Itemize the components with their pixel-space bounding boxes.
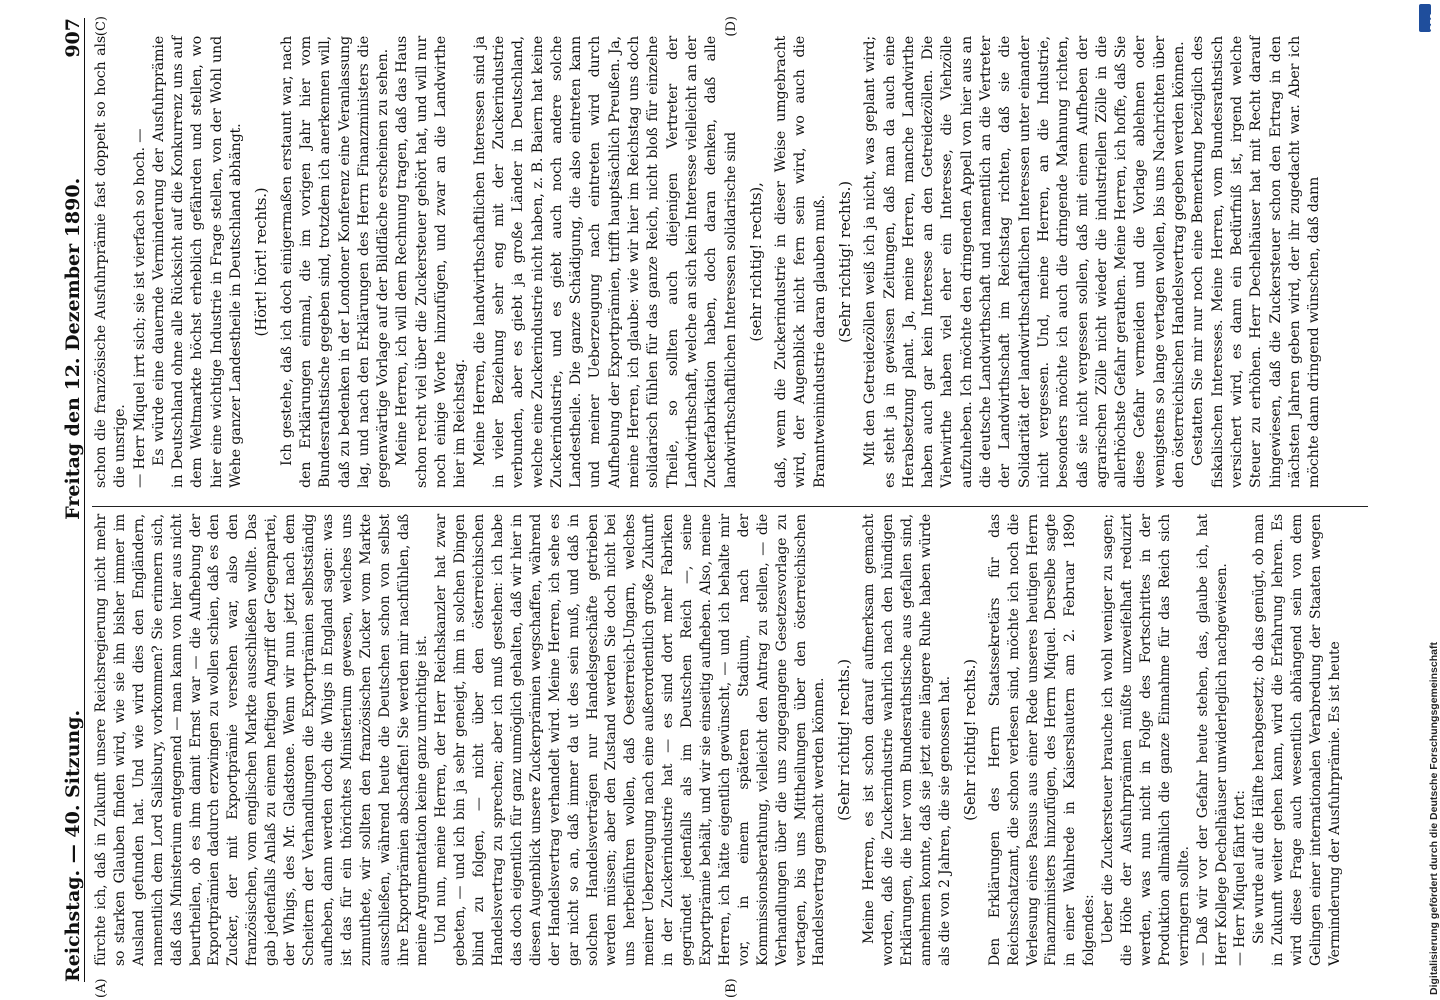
- paragraph: — Daß wir vor der Gefahr heute stehen, das, glaube ich, hat Herr Kollege Dechelhäuser unwiderleglich nachgewiesen.: [1194, 514, 1230, 966]
- dfg-logo: [1419, 4, 1438, 32]
- applause-note: (Sehr richtig! rechts.): [835, 181, 854, 343]
- applause-note: (sehr richtig! rechts),: [746, 182, 765, 342]
- applause-note: (Sehr richtig! rechts.): [835, 659, 854, 821]
- paragraph: Und nun, meine Herren, der Herr Reichskanzler hat zwar gebeten, — und ich bin ja sehr geneigt, ihm in solchen Dingen blind zu folgen, — nicht über den österreichischen Handelsvertrag zu sprechen; aber ich muß gestehen: ich habe das doch eigentlich für ganz unmöglich gehalten, daß wir hier in diesen Augenblick unsere Zuckerprämien wegschaffen, während der Handelsvertrag verhandelt wird. Meine Herren, ich sehe es gar nicht so an, daß immer da ut des sein muß, und daß in solchen Handelsverträgen nur Handelsgeschäfte getrieben werden müssen; aber den Zustand werden Sie doch nicht bei uns herbeiführen wollen, daß Oesterreich-Ungarn, welches meiner Ueberzeugung nach eine außerordentlich große Zukunft in der Zuckerindustrie hat — es sind dort mehr Fabriken gegründet jedenfalls als im Deutschen Reich —, seine Exportprämie behält, und wir sie einseitig aufheben. Also, meine Herren, ich hätte eigentlich gewünscht, — und ich behalte mir vor, in einem späteren Stadium, nach der Kommissionsberathung, vielleicht den Antrag zu stellen, — die Verhandlungen über die uns zugegangene Gesetzesvorlage zu vertagen, bis uns Mittheilungen über den österreichischen Handelsvertrag gemacht werden können.: [433, 514, 828, 966]
- paragraph: Es würde eine dauernde Verminderung der Ausfuhrprämie in Deutschland ohne alle Rücksicht auf die Konkurrenz uns auf dem Weltmarkte höchst erheblich gefährden und stellen, wo hier eine wichtige Industrie in Frage stellen, von der Wohl und Wehe ganzer Landestheile in Deutschland abhängt.: [150, 36, 245, 488]
- paragraph: Meine Herren, ich will dem Rechnung tragen, daß das Haus schon recht viel über die Zuckersteuer gehört hat, und will nur noch einige Worte hinzufügen, und zwar an die Landwirthe hier im Reichstag.: [394, 36, 469, 488]
- paragraph: — Herr Miquel fährt fort:: [1232, 790, 1249, 966]
- paragraph: Mit den Getreidezöllen weiß ich ja nicht, was geplant wird; es steht ja in gewissen Zeitungen, daß man da auch eine Herabsetzung plant. Ja, meine Herren, manche Landwirthe haben auch gar kein Interesse an den Getreidezöllen. Die Viehwirthe haben viel eher ein Interesse, die Viehzölle aufzuheben. Ich möchte den dringenden Appell von hier aus an die deutsche Landwirthschaft und namentlich an die Vertreter der Landwirthschaft im Reichstag richten, daß sie die Solidarität der landwirthschaftlichen Interessen unter einander nicht vergessen. Und, meine Herren, an die Industrie, besonders möchte ich auch die dringende Mahnung richten, daß sie nicht vergessen sollen, daß mit einem Aufheben der agrarischen Zölle nicht wieder die industriellen Zölle in die allerhöchste Gefahr gerathen. Meine Herren, ich hoffe, daß Sie diese Gefahr vermeiden und die Vorlage ablehnen oder wenigstens so lange vertagen wollen, bis uns Nachrichten über den österreichischen Handelsvertrag gegeben werden können.: [862, 36, 1188, 488]
- paragraph: fürchte ich, daß in Zukunft unsere Reichsregierung nicht mehr so starken Glauben finden wird, wie sie ihn bisher immer im Ausland gefunden hat. Und wie wird dies den Engländern, namentlich dem Lord Salisbury, vorkommen? Sie erinnern sich, daß das Ministerium entgegnend — man kann von hier aus nicht beurtheilen, ob es ihm damit Ernst war — die Aufhebung der Exportprämien dadurch erzwingen zu wollen schien, daß es den Zucker, der mit Exportprämie versehen war, also den französischen, vom englischen Markte ausschließen wollte. Das gab jedenfalls Anlaß zu einem heftigen Angriff der Gegenpartei, der Whigs, des Mr. Gladstone. Wenn wir nun jetzt nach dem Scheitern der Verhandlungen die Exportprämien selbstständig aufheben, dann werden doch die Whigs in England sagen: was ist das für ein thörichtes Ministerium gewesen, welches uns zumuthete, wir sollten den französischen Zucker vom Markte ausschließen, während heute die Deutschen schon von selbst ihre Exportprämien abschaffen! Sie werden mir nachfühlen, daß meine Argumentation keine ganz unrichtige ist.: [93, 514, 431, 966]
- margin-marker-b: (B): [724, 978, 739, 998]
- page-number: 907: [62, 18, 84, 58]
- paragraph: schon die französische Ausfuhrprämie fast doppelt so hoch als die unsrige.: [93, 36, 129, 488]
- margin-marker-c: (C): [94, 16, 109, 37]
- applause-note: (Hört! hört! rechts.): [252, 187, 271, 337]
- text-column-right: [92, 36, 1368, 488]
- paragraph: Meine Herren, es ist schon darauf aufmerksam gemacht worden, daß die Zuckerindustrie wahrlich nach den bündigen Erklärungen, die hier vom Bundesrathstische aus gefallen sind, annehmen konnte, daß sie jetzt eine längere Ruhe haben würde als die von 2 Jahren, die sie genossen hat.: [861, 514, 953, 966]
- paragraph: — Herr Miquel irrt sich; sie ist vierfach so hoch. —: [131, 128, 148, 488]
- paragraph: Ueber die Zuckersteuer brauche ich wohl weniger zu sagen; die Höhe der Ausfuhrprämien müßte unzweifelhaft reduzirt werden, was nun nicht in Folge des Fortschrittes in der Produktion allmählich die ganze Einnahme für das Reich sich verringern sollte.: [1100, 514, 1192, 966]
- applause-note: (Sehr richtig! rechts.): [960, 659, 979, 821]
- paragraph: Ich gestehe, daß ich doch einigermaßen erstaunt war, nach den Erklärungen einmal, die im vorigen Jahr hier vom Bundesrathstische gegeben sind, trotzdem ich anerkennen will, daß zu bedenken in der Londoner Konferenz eine Veranlassung lag, und nach den Erklärungen des Herrn Finanzministers die gegenwärtige Vorlage auf der Bildfläche erscheinen zu sehen.: [278, 36, 392, 488]
- scanned-page: [40, 0, 1380, 1000]
- header-session: Reichstag. — 40. Sitzung.: [62, 709, 84, 982]
- margin-marker-d: (D): [724, 16, 739, 37]
- digitization-note-text: Digitalisierung gefördert durch die Deutsche Forschungsgemeinschaft: [1428, 642, 1440, 995]
- header-date: Freitag den 12. Dezember 1890.: [62, 177, 84, 520]
- paragraph: Meine Herren, die landwirthschaftlichen Interessen sind ja in vieler Beziehung sehr eng mit der Zuckerindustrie verbunden, aber es giebt ja große Länder in Deutschland, welche eine Zuckerindustrie nicht haben, z. B. Baiern hat keine Zuckerindustrie, und es giebt auch noch andere solche Landestheile. Die ganze Schädigung, die also eintreten kann und meiner Ueberzeugung nach eintreten wird durch Aufhebung der Exportprämien, trifft hauptsächlich Preußen. Ja, meine Herren, ich glaube: wie wir hier im Reichstag uns doch solidarisch fühlen für das ganze Reich, nicht bloß für einzelne Theile, so sollten auch diejenigen Vertreter der Landwirthschaft, welche an sich kein Interesse vielleicht an der Zuckerfabrikation haben, doch daran denken, daß alle landwirthschaftlichen Interessen solidarische sind: [471, 36, 739, 488]
- page-header: [54, 18, 85, 982]
- paragraph: Gestatten Sie mir nur noch eine Bemerkung bezüglich des fiskalischen Interesses. Meine Herren, vom Bundesrathstisch versichert wird, es dann ein Bedürfniß ist, irgend welche Steuer zu erhöhen. Herr Dechelhäuser hat mit Recht darauf hingewiesen, daß die Zuckersteuer schon den Ertrag in den nächsten Jahren geben wird, der ihr zugedacht war. Aber ich möchte dann dringend wünschen, daß dann: [1190, 36, 1323, 488]
- text-column-left: [92, 514, 1368, 966]
- dfg-logo-text: DFG: [1429, 13, 1438, 30]
- paragraph: Den Erklärungen des Herrn Staatssekretärs für das Reichsschatzamt, die schon verlesen sind, möchte ich noch die Verlesung eines Passus aus einer Rede unseres heutigen Herrn Finanzministers hinzufügen, des Herrn Miquel. Derselbe sagte in einer Wahlrede in Kaiserslautern am 2. Februar 1890 folgendes:: [986, 514, 1098, 966]
- paragraph: daß, wenn die Zuckerindustrie in dieser Weise umgebracht wird, der Augenblick nicht fern sein wird, wo auch die Branntweinindustrie daran glauben muß.: [773, 36, 828, 488]
- paragraph: Sie wurde auf die Hälfte herabgesetzt; ob das genügt, ob man in Zukunft weiter gehen kann, wird die Erfahrung lehren. Es wird diese Frage auch wesentlich abhängend sein von dem Gelingen einer internationalen Verabredung der Staaten wegen Verminderung der Ausfuhrprämie. Es ist heute: [1251, 514, 1343, 966]
- column-divider: [92, 506, 1368, 507]
- margin-marker-a: (A): [94, 978, 109, 998]
